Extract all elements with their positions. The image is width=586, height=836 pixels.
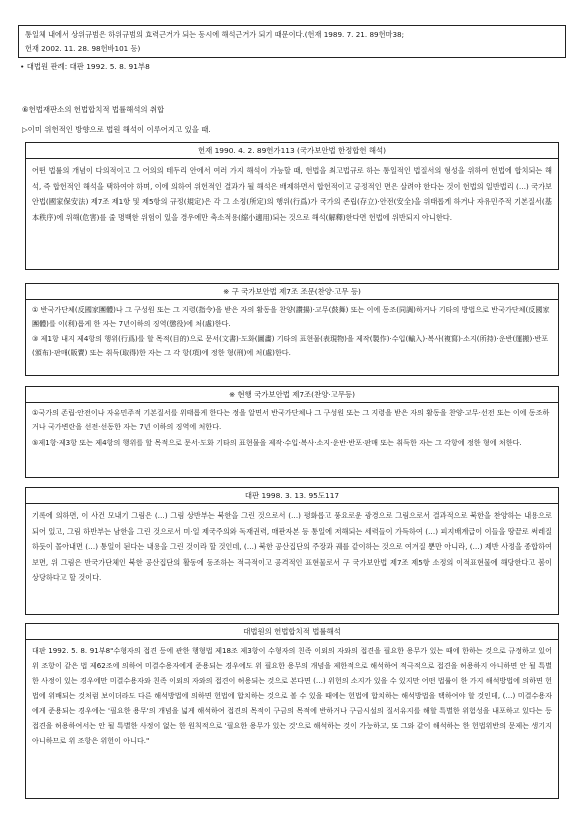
current-security-law-box (25, 386, 559, 478)
box-body: 어떤 법률의 개념이 다의적이고 그 어의의 테두리 안에서 여러 가지 해석이 가능할 때, 헌법을 최고법규로 하는 통일적인 법질서의 형성을 위하여 헌법에 합치되는 해석, 즉 합헌적인 해석을 택하여야 하며, 이에 의하여 위헌적인 결과가 될 해석은 배제하면서 합헌적이고 긍정적인 면은 살려야 한다는 것이 헌법의 일반법리 (…) 국가보안법(國家保安法) 제7조 제1항 및 제5항의 규정(規定)은 각 그 소정(所定)의 행위(行爲)가 국가의 존립(存立)·안전(安全)을 위태롭게 하거나 자유민주적 기본질서(基本秩序)에 위해(危害)를 줄 명백한 위험이 있을 경우에만 축소적용(縮小適用)되는 것으로 해석(解釋)한다면 헌법에 위반되지 아니한다. (32, 166, 552, 222)
box-title: 대법원의 헌법합치적 법률해석 (26, 624, 558, 640)
top-line-1: 통일체 내에서 상위규범은 하위규범의 효력근거가 되는 동시에 해석근거가 되기 때문이다.(헌재 1989. 7. 21. 89헌마38; (25, 30, 405, 39)
box-title: ※ 현행 국가보안법 제7조(찬양·고무등) (26, 387, 558, 403)
constitutional-court-box (25, 142, 559, 270)
bullet-precedent: • 대법원 판례: 대판 1992. 5. 8. 91부8 (20, 62, 150, 71)
supreme-court-harmonious-box (25, 623, 559, 799)
old-security-law-box (25, 283, 559, 376)
box-body: 대판 1992. 5. 8. 91부8"수형자의 접견 등에 관한 행형법 제18조 제3항이 수형자의 친족 이외의 자와의 접견을 필요한 용무가 있는 때에 한하는 것으로 규정하고 있어 위 조항이 같은 법 제62조에 의하여 미결수용자에게 준용되는 경우에도 위 필요한 용무의 개념을 제한적으로 해석하여 적극적으로 접견을 허용하지 아니하면 안 될 특별한 사정이 있는 경우에만 미결수용자와 친족 이외의 자와의 접견이 허용되는 것으로 본다면 (…) 위헌의 소지가 있을 수 있지만 어떤 법률이 한 가지 해석방법에 의하면 헌법에 위배되는 것처럼 보이더라도 다른 해석방법에 의하면 헌법에 합치하는 것으로 볼 수 있을 때에는 헌법에 합치하는 해석방법을 택하여야 할 것인데, (…) 미결수용자에게 준용되는 경우에는 '필요한 용무'의 개념을 넓게 해석하여 접견의 목적이 구금의 목적에 반하거나 구금시설의 질서유지를 해할 특별한 위험성을 내포하고 있다는 등 접견을 허용하여서는 안 될 특별한 사정이 없는 한 원칙적으로 '필요한 용무가 있는 것'으로 해석하는 것이 가능하고, 또 그와 같이 해석하는 한 헌법위반의 문제는 생기지 아니하므로 위 조항은 위헌이 아니다." (32, 646, 555, 745)
section-heading: ⑥헌법재판소의 헌법합치적 법률해석의 취합 (22, 105, 165, 114)
box-body: 기록에 의하면, 이 사건 모내기 그림은 (…) 그림 상반부는 북한을 그린 것으로서 (…) 평화롭고 풍요로운 광경으로 그림으로서 결과적으로 북한을 찬양하는 내용으로 되어 있고, 그림 하반부는 남한을 그린 것으로서 미·일 제국주의와 독재권력, 매판자본 등 통일에 저해되는 세력들이 가득하여 (…) 피지배계급이 이들을 땅끝로 써레질하듯이 몰아내면 (…) 통일이 된다는 내용을 그린 것이라 할 것인데, (…) 북한 공산집단의 주장과 궤를 같이하는 것으로 여겨질 뿐만 아니라, (…) 제반 사정을 종합하여 보면, 위 그림은 반국가단체인 북한 공산집단의 활동에 동조하는 적극적이고 공격적인 표현물로서 구 국가보안법 제7조 제5항 소정의 이적표현물에 해당한다고 봄이 상당하다고 할 것이다. (32, 511, 555, 583)
section-subheading: ▷이미 위헌적인 방향으로 법원 해석이 이루어지고 있을 때. (22, 125, 211, 134)
box-title: 헌재 1990. 4. 2. 89헌가113 (국가보안법 한정합헌 해석) (26, 143, 558, 159)
supreme-court-1998-box (25, 487, 559, 615)
top-line-2: 헌재 2002. 11. 28. 98헌바101 등) (25, 44, 141, 53)
box-title: 대판 1998. 3. 13. 95도117 (26, 488, 558, 504)
box-title: ※ 구 국가보안법 제7조 조문(찬양·고무 등) (26, 284, 558, 300)
clause-5: ⑤제1항·제3항 또는 제4항의 행위를 할 목적으로 문서·도화 기타의 표현물을 제작·수입·복사·소지·운반·반포·판매 또는 취득한 자는 그 각항에 정한 형에 처한다. (32, 438, 522, 447)
clause-1: ① 반국가단체(反國家團體)나 그 구성원 또는 그 지령(指令)을 받은 자의 활동을 찬양(讚揚)·고무(鼓舞) 또는 이에 동조(同調)하거나 기타의 방법으로 반국가단체(反國家團體)를 이(利)롭게 한 자는 7년이하의 징역(懲役)에 처(處)한다. (32, 305, 550, 328)
clause-5: ③ 제1항 내지 제4항의 행위(行爲)를 할 목적(目的)으로 문서(文書)·도화(圖畵) 기타의 표현물(表現物)을 제작(製作)·수입(輸入)·복사(複寫)·소지(所持)·운반(運搬)·반포(頒布)·판매(販賣) 또는 취득(取得)한 자는 그 각 항(項)에 정한 형(刑)에 처(處)한다. (32, 334, 549, 357)
top-citation-box (18, 25, 566, 58)
clause-1: ①국가의 존립·안전이나 자유민주적 기본질서를 위태롭게 한다는 정을 알면서 반국가단체나 그 구성원 또는 그 지령을 받은 자의 활동을 찬양·고무·선전 또는 이에 동조하거나 국가변란을 선전·선동한 자는 7년 이하의 징역에 처한다. (32, 408, 550, 431)
